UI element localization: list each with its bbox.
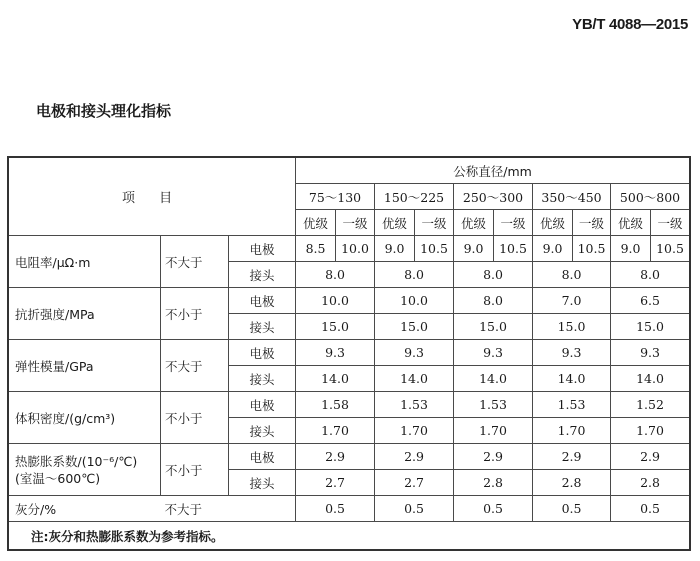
- value-cell: 10.5: [573, 236, 611, 262]
- table-row-cte-electrode: [9, 444, 690, 470]
- value-cell: 9.0: [454, 236, 494, 262]
- value-cell: 9.0: [375, 236, 415, 262]
- part-electrode: 电极: [229, 392, 296, 418]
- value-cell: 14.0: [454, 366, 533, 392]
- value-cell: 1.70: [611, 418, 690, 444]
- item-header: 项 目: [9, 158, 296, 236]
- value-cell: 0.5: [296, 496, 375, 522]
- item-label: 灰分/%: [9, 496, 161, 522]
- part-nipple: 接头: [229, 418, 296, 444]
- limit-label: 不大于: [161, 236, 229, 288]
- value-cell: 10.0: [296, 288, 375, 314]
- table-row-flexural-electrode: [9, 288, 690, 314]
- limit-label: 不大于: [161, 340, 229, 392]
- physical-chemical-spec-table: [8, 157, 690, 550]
- value-cell: 1.58: [296, 392, 375, 418]
- table-note: 注:灰分和热膨胀系数为参考指标。: [9, 522, 690, 550]
- value-cell: 8.0: [533, 262, 611, 288]
- diameter-range: 350～450: [533, 184, 611, 210]
- item-label: 弹性模量/GPa: [9, 340, 161, 392]
- value-cell: 9.0: [611, 236, 651, 262]
- item-label: 体积密度/(g/cm³): [9, 392, 161, 444]
- document-title: 电极和接头理化指标: [36, 102, 172, 120]
- diameter-range: 75～130: [296, 184, 375, 210]
- grade-premium: 优级: [533, 210, 573, 236]
- value-cell: 1.53: [375, 392, 454, 418]
- value-cell: 0.5: [611, 496, 690, 522]
- part-electrode: 电极: [229, 444, 296, 470]
- value-cell: 8.0: [454, 288, 533, 314]
- value-cell: 14.0: [611, 366, 690, 392]
- value-cell: 9.3: [611, 340, 690, 366]
- value-cell: 1.53: [454, 392, 533, 418]
- part-nipple: 接头: [229, 314, 296, 340]
- value-cell: 1.52: [611, 392, 690, 418]
- limit-label: 不小于: [161, 288, 229, 340]
- value-cell: 0.5: [533, 496, 611, 522]
- value-cell: 2.8: [533, 470, 611, 496]
- limit-label: 不小于: [161, 392, 229, 444]
- value-cell: 2.7: [375, 470, 454, 496]
- grade-premium: 优级: [611, 210, 651, 236]
- grade-premium: 优级: [454, 210, 494, 236]
- value-cell: 2.9: [454, 444, 533, 470]
- value-cell: 10.5: [651, 236, 690, 262]
- value-cell: 2.8: [454, 470, 533, 496]
- diameter-range: 250～300: [454, 184, 533, 210]
- part-electrode: 电极: [229, 288, 296, 314]
- value-cell: 8.0: [375, 262, 454, 288]
- diameter-range: 150～225: [375, 184, 454, 210]
- diameter-range: 500～800: [611, 184, 690, 210]
- limit-label: 不大于: [161, 496, 296, 522]
- value-cell: 9.3: [296, 340, 375, 366]
- value-cell: 1.70: [533, 418, 611, 444]
- value-cell: 10.0: [375, 288, 454, 314]
- part-electrode: 电极: [229, 236, 296, 262]
- item-label: [9, 444, 161, 496]
- value-cell: 14.0: [296, 366, 375, 392]
- value-cell: 8.0: [611, 262, 690, 288]
- value-cell: 0.5: [454, 496, 533, 522]
- grade-premium: 优级: [296, 210, 336, 236]
- value-cell: 8.5: [296, 236, 336, 262]
- value-cell: 1.70: [296, 418, 375, 444]
- grade-first: 一级: [415, 210, 454, 236]
- standard-code: YB/T 4088—2015: [572, 16, 688, 33]
- value-cell: 7.0: [533, 288, 611, 314]
- item-label-line2: (室温～600℃): [15, 470, 101, 486]
- part-nipple: 接头: [229, 262, 296, 288]
- value-cell: 10.5: [494, 236, 533, 262]
- header-row-1: [9, 158, 690, 184]
- value-cell: 2.9: [533, 444, 611, 470]
- value-cell: 2.7: [296, 470, 375, 496]
- value-cell: 1.53: [533, 392, 611, 418]
- value-cell: 1.70: [375, 418, 454, 444]
- diameter-header: 公称直径/mm: [296, 158, 690, 184]
- item-label: 抗折强度/MPa: [9, 288, 161, 340]
- value-cell: 9.0: [533, 236, 573, 262]
- grade-first: 一级: [573, 210, 611, 236]
- value-cell: 15.0: [454, 314, 533, 340]
- value-cell: 9.3: [454, 340, 533, 366]
- table-row-density-electrode: [9, 392, 690, 418]
- table-row-ash: [9, 496, 690, 522]
- value-cell: 2.8: [611, 470, 690, 496]
- value-cell: 6.5: [611, 288, 690, 314]
- value-cell: 2.9: [611, 444, 690, 470]
- value-cell: 9.3: [533, 340, 611, 366]
- value-cell: 1.70: [454, 418, 533, 444]
- value-cell: 8.0: [454, 262, 533, 288]
- value-cell: 2.9: [375, 444, 454, 470]
- value-cell: 10.5: [415, 236, 454, 262]
- grade-first: 一级: [336, 210, 375, 236]
- grade-first: 一级: [651, 210, 690, 236]
- grade-premium: 优级: [375, 210, 415, 236]
- value-cell: 15.0: [611, 314, 690, 340]
- value-cell: 14.0: [375, 366, 454, 392]
- value-cell: 9.3: [375, 340, 454, 366]
- value-cell: 15.0: [375, 314, 454, 340]
- value-cell: 10.0: [336, 236, 375, 262]
- value-cell: 15.0: [533, 314, 611, 340]
- limit-label: 不小于: [161, 444, 229, 496]
- part-nipple: 接头: [229, 470, 296, 496]
- value-cell: 15.0: [296, 314, 375, 340]
- value-cell: 0.5: [375, 496, 454, 522]
- item-label-line1: 热膨胀系数/(10⁻⁶/℃): [15, 453, 138, 469]
- part-electrode: 电极: [229, 340, 296, 366]
- part-nipple: 接头: [229, 366, 296, 392]
- table-row-modulus-electrode: [9, 340, 690, 366]
- value-cell: 8.0: [296, 262, 375, 288]
- value-cell: 14.0: [533, 366, 611, 392]
- value-cell: 2.9: [296, 444, 375, 470]
- grade-first: 一级: [494, 210, 533, 236]
- table-row-note: [9, 522, 690, 550]
- table-row-resistivity-electrode: [9, 236, 690, 262]
- item-label: 电阻率/μΩ·m: [9, 236, 161, 288]
